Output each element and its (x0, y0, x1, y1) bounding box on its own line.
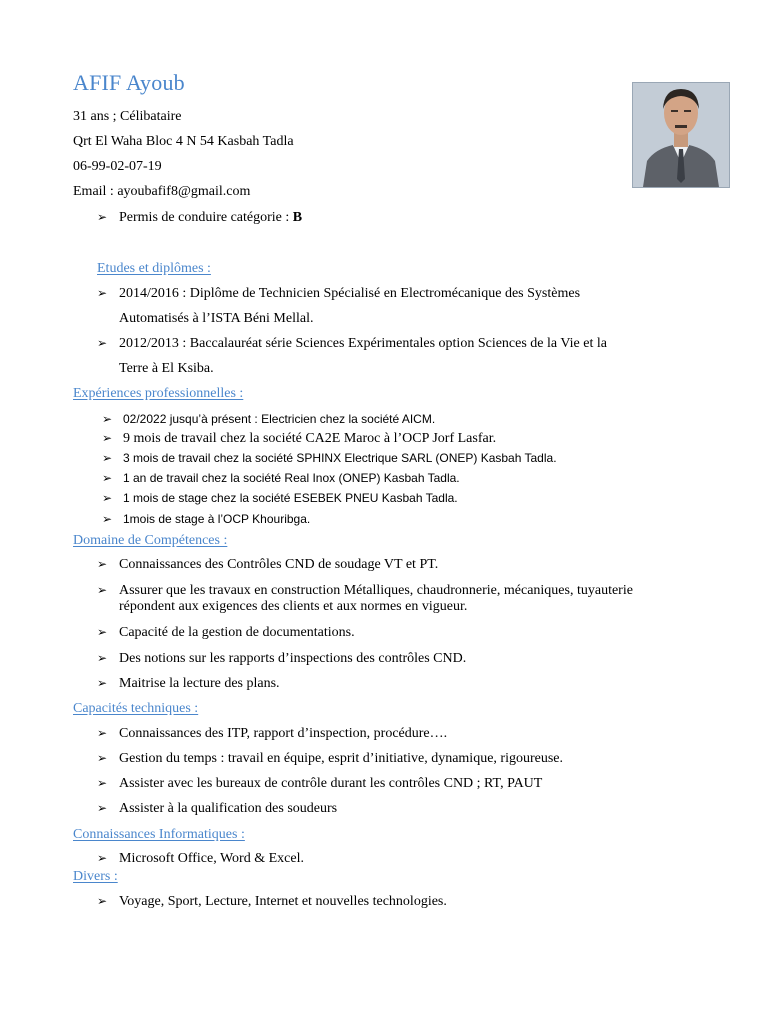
list-item: Des notions sur les rapports d’inspections des contrôles CND. (119, 651, 467, 666)
arrowhead-bullet-icon: ➢ (97, 751, 108, 765)
list-item: 1 an de travail chez la société Real Inox (ONEP) Kasbah Tadla. (123, 471, 460, 485)
arrowhead-bullet-icon: ➢ (97, 336, 108, 350)
arrowhead-bullet-icon: ➢ (97, 625, 108, 639)
list-item: Voyage, Sport, Lecture, Internet et nouvelles technologies. (119, 894, 447, 909)
portrait-image (633, 83, 729, 187)
list-item: 1mois de stage à l’OCP Khouribga. (123, 512, 311, 526)
list-item: Assister à la qualification des soudeurs (119, 801, 338, 816)
list-item-continuation: Automatisés à l’ISTA Béni Mellal. (119, 311, 314, 326)
section-heading-education: Etudes et diplômes : (97, 261, 211, 276)
arrowhead-bullet-icon: ➢ (97, 210, 108, 224)
list-item: Gestion du temps : travail en équipe, esprit d’initiative, dynamique, rigoureuse. (119, 751, 564, 766)
list-item-continuation: répondent aux exigences des clients et aux normes en vigueur. (119, 599, 468, 614)
arrowhead-bullet-icon: ➢ (97, 801, 108, 815)
section-heading-experience: Expériences professionnelles : (73, 386, 244, 401)
arrowhead-bullet-icon: ➢ (97, 676, 108, 690)
list-item: 1 mois de stage chez la société ESEBEK PNEU Kasbah Tadla. (123, 491, 458, 505)
arrowhead-bullet-icon: ➢ (102, 471, 113, 485)
arrowhead-bullet-icon: ➢ (97, 894, 108, 908)
arrowhead-bullet-icon: ➢ (102, 491, 113, 505)
list-item: Capacité de la gestion de documentations. (119, 625, 355, 640)
arrowhead-bullet-icon: ➢ (102, 451, 113, 465)
list-item: Microsoft Office, Word & Excel. (119, 851, 304, 866)
phone: 06-99-02-07-19 (73, 159, 162, 174)
list-item: 02/2022 jusqu’à présent : Electricien chez la société AICM. (123, 412, 436, 426)
section-heading-it: Connaissances Informatiques : (73, 827, 245, 842)
address: Qrt El Waha Bloc 4 N 54 Kasbah Tadla (73, 134, 294, 149)
list-item: 9 mois de travail chez la société CA2E Maroc à l’OCP Jorf Lasfar. (123, 431, 497, 446)
list-item: 3 mois de travail chez la société SPHINX Electrique SARL (ONEP) Kasbah Tadla. (123, 451, 557, 465)
email: Email : ayoubafif8@gmail.com (73, 184, 251, 199)
list-item: Assurer que les travaux en construction Métalliques, chaudronnerie, mécaniques, tuyauterie (119, 583, 633, 598)
arrowhead-bullet-icon: ➢ (97, 851, 108, 865)
license-label: Permis de conduire catégorie : (119, 210, 293, 225)
arrowhead-bullet-icon: ➢ (97, 286, 108, 300)
list-item-continuation: Terre à El Ksiba. (119, 361, 214, 376)
list-item: Maitrise la lecture des plans. (119, 676, 280, 691)
arrowhead-bullet-icon: ➢ (97, 726, 108, 740)
arrowhead-bullet-icon: ➢ (97, 651, 108, 665)
arrowhead-bullet-icon: ➢ (102, 431, 113, 445)
list-item: Connaissances des Contrôles CND de soudage VT et PT. (119, 557, 439, 572)
arrowhead-bullet-icon: ➢ (97, 557, 108, 571)
section-heading-misc: Divers : (73, 869, 118, 884)
section-heading-technical: Capacités techniques : (73, 701, 199, 716)
arrowhead-bullet-icon: ➢ (102, 412, 113, 426)
candidate-name: AFIF Ayoub (73, 70, 185, 95)
arrowhead-bullet-icon: ➢ (97, 583, 108, 597)
list-item: 2012/2013 : Baccalauréat série Sciences Expérimentales option Sciences de la Vie et la (119, 336, 607, 351)
list-item: 2014/2016 : Diplôme de Technicien Spécialisé en Electromécanique des Systèmes (119, 286, 581, 301)
profile-photo (632, 82, 730, 188)
arrowhead-bullet-icon: ➢ (97, 776, 108, 790)
age-status: 31 ans ; Célibataire (73, 109, 182, 124)
driving-license (119, 209, 302, 226)
arrowhead-bullet-icon: ➢ (102, 512, 113, 526)
license-category: B (292, 210, 303, 225)
section-heading-skills: Domaine de Compétences : (73, 533, 228, 548)
list-item: Connaissances des ITP, rapport d’inspection, procédure…. (119, 726, 448, 741)
list-item: Assister avec les bureaux de contrôle durant les contrôles CND ; RT, PAUT (119, 776, 543, 791)
